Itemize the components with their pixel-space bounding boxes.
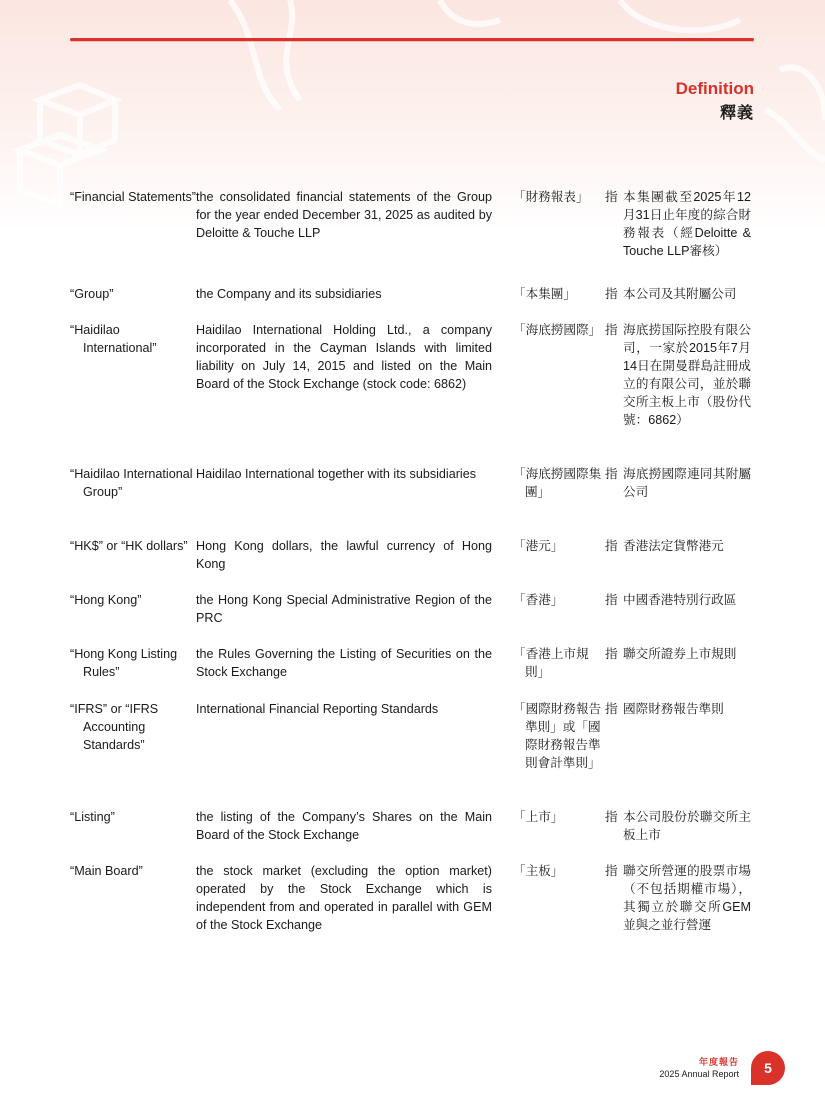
- definition-row: [70, 591, 760, 645]
- means-marker: 指: [605, 323, 618, 337]
- page-footer: [659, 1057, 739, 1080]
- means-marker: 指: [605, 864, 618, 878]
- definition-text-en: the Company and its subsidiaries: [196, 287, 382, 301]
- definition-text-en: the listing of the Company’s Shares on the Main Board of the Stock Exchange: [196, 810, 492, 842]
- definition-text-en: the stock market (excluding the option market) operated by the Stock Exchange which is independent from and operated in parallel with GEM of the Stock Exchange: [196, 864, 492, 932]
- definition-text-en: the consolidated financial statements of the Group for the year ended December 31, 2025 as audited by Deloitte & Touche LLP: [196, 190, 492, 240]
- definition-term-zh: 「港元」: [513, 539, 564, 553]
- page-number-badge: 5: [751, 1051, 785, 1085]
- definitions-list: [70, 188, 760, 942]
- means-marker: 指: [605, 287, 618, 301]
- definition-term: “Group”: [70, 287, 114, 301]
- definition-row: [70, 808, 760, 862]
- means-marker: 指: [605, 702, 618, 716]
- definition-term-zh: 「國際財務報告準則」或「國際財務報告準則會計準則」: [513, 702, 602, 770]
- definition-term: “Listing”: [70, 810, 115, 824]
- definition-text-en: Hong Kong dollars, the lawful currency of Hong Kong: [196, 539, 492, 571]
- definition-row: [70, 188, 760, 285]
- definition-term-zh: 「本集團」: [513, 287, 576, 301]
- page-header: [676, 80, 754, 124]
- definition-text-zh: 香港法定貨幣港元: [623, 539, 724, 553]
- definition-text-zh: 聯交所證券上市規則: [623, 647, 737, 661]
- definition-term-zh: 「主板」: [513, 864, 564, 878]
- means-marker: 指: [605, 810, 618, 824]
- means-marker: 指: [605, 647, 618, 661]
- definition-term: “HK$” or “HK dollars”: [70, 539, 188, 553]
- definition-row: [70, 645, 760, 700]
- definition-term: “IFRS” or “IFRS Accounting Standards”: [70, 702, 159, 752]
- definition-term-zh: 「香港」: [513, 593, 564, 607]
- definition-term: “Haidilao International Group”: [70, 467, 193, 499]
- definition-text-zh: 海底撈國際連同其附屬公司: [623, 467, 751, 499]
- definition-term-zh: 「財務報表」: [513, 190, 589, 204]
- means-marker: 指: [605, 539, 618, 553]
- means-marker: 指: [605, 593, 618, 607]
- definition-text-zh: 本集團截至2025年12月31日止年度的綜合財務報表（經Deloitte & Touche LLP審核）: [623, 190, 751, 258]
- definition-row: [70, 465, 760, 537]
- definition-term-zh: 「海底撈國際」: [513, 323, 602, 337]
- definition-term: “Financial Statements”: [70, 190, 196, 204]
- definition-term: “Main Board”: [70, 864, 143, 878]
- definition-text-zh: 海底捞国际控股有限公司，一家於2015年7月14日在開曼群島註冊成立的有限公司，並於聯交所主板上市（股份代號：6862）: [623, 323, 751, 427]
- definition-row: [70, 700, 760, 808]
- top-rule: [70, 38, 754, 41]
- means-marker: 指: [605, 190, 618, 204]
- definition-row: [70, 537, 760, 591]
- definition-text-zh: 中國香港特別行政區: [623, 593, 737, 607]
- definition-text-en: the Hong Kong Special Administrative Region of the PRC: [196, 593, 492, 625]
- definition-text-zh: 本公司及其附屬公司: [623, 287, 737, 301]
- annual-report-label-zh: 年度報告: [698, 1057, 739, 1067]
- means-marker: 指: [605, 467, 618, 481]
- definition-text-en: the Rules Governing the Listing of Securities on the Stock Exchange: [196, 647, 492, 679]
- annual-report-label-en: 2025 Annual Report: [659, 1069, 739, 1079]
- definition-row: [70, 862, 760, 942]
- definition-text-zh: 聯交所營運的股票市場（不包括期權市場），其獨立於聯交所GEM並與之並行營運: [623, 864, 751, 932]
- definition-term-zh: 「海底撈國際集團」: [513, 467, 602, 499]
- definition-text-en: Haidilao International together with its subsidiaries: [196, 467, 477, 481]
- definition-term: “Hong Kong”: [70, 593, 142, 607]
- definition-text-en: Haidilao International Holding Ltd., a company incorporated in the Cayman Islands with limited liability on July 14, 2015 and listed on the Main Board of the Stock Exchange (stock code: 6862): [196, 323, 492, 391]
- definition-term: “Hong Kong Listing Rules”: [70, 647, 178, 679]
- section-title-en: Definition: [675, 79, 754, 98]
- definition-term-zh: 「香港上市規則」: [513, 647, 589, 679]
- definition-term: “Haidilao International”: [70, 323, 157, 355]
- definition-row: [70, 285, 760, 321]
- definition-term-zh: 「上市」: [513, 810, 564, 824]
- definition-text-zh: 國際財務報告準則: [623, 702, 724, 716]
- definition-text-zh: 本公司股份於聯交所主板上市: [623, 810, 751, 842]
- definition-text-en: International Financial Reporting Standards: [196, 702, 439, 716]
- section-title-zh: 釋義: [719, 105, 754, 122]
- definition-row: [70, 321, 760, 465]
